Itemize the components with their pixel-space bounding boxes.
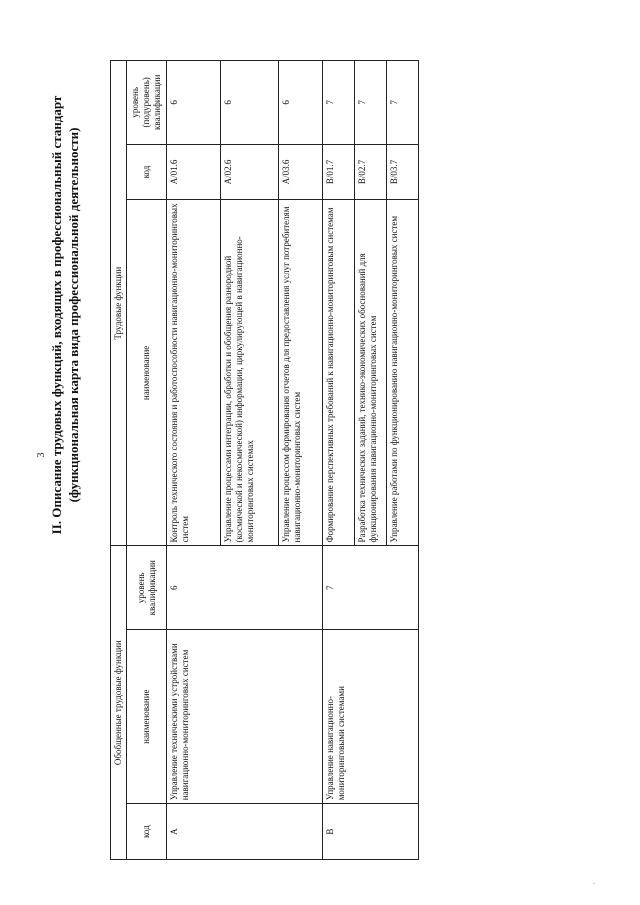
col-header-code: код [127,804,167,860]
function-level-cell: 6 [221,61,279,145]
function-code-cell: A/01.6 [167,144,221,200]
function-code-cell: A/03.6 [279,144,323,200]
col-header-tf-level: уровень (подуровень) квалификации [127,61,167,145]
function-level-cell: 6 [279,61,323,145]
col-header-name: наименование [127,630,167,804]
function-level-cell: 6 [167,61,221,145]
section-title [48,35,82,595]
col-header-tf-name: наименование [127,200,167,546]
function-level-cell: 7 [355,61,387,145]
generalized-functions-header: Обобщенные трудовые функции [111,546,127,860]
function-code-cell: B/01.7 [323,144,355,200]
col-header-level: уровень квалификации [127,546,167,630]
table-row [167,61,221,860]
function-level-cell: 7 [323,61,355,145]
group-code-cell: A [167,804,323,860]
table-row [323,61,355,860]
function-code-cell: B/03.7 [387,144,419,200]
group-code-cell: B [323,804,419,860]
function-name-cell: Управление процессами интеграции, обработки и обобщения разнородной (космической и некосмической) информации, циркулирующей в навигационно-мониторинговых системах [221,200,279,546]
scan-speck: · [590,882,599,885]
function-code-cell: A/02.6 [221,144,279,200]
labor-functions-header: Трудовые функции [111,61,127,546]
group-name-cell: Управление техническими устройствами навигационно-мониторинговых систем [167,630,323,804]
section-title-line-1: II. Описание трудовых функций, входящих в профессиональный стандарт [49,95,64,535]
function-level-cell: 7 [387,61,419,145]
function-name-cell: Управление процессом формирования отчетов для предоставления услуг потребителям навигационно-мониторинговых систем [279,200,323,546]
function-name-cell: Формирование перспективных требований к навигационно-мониторинговым системам [323,200,355,546]
function-name-cell: Разработка технических заданий, технико-экономических обоснований для функционирования навигационно-мониторинговых систем [355,200,387,546]
functional-map-table [110,60,419,860]
function-name-cell: Управление работами по функционированию навигационно-мониторинговых систем [387,200,419,546]
section-title-line-2: (функциональная карта вида профессиональной деятельности) [66,127,81,503]
group-name-cell: Управление навигационно-мониторинговыми системами [323,630,419,804]
col-header-tf-code: код [127,144,167,200]
function-code-cell: B/02.7 [355,144,387,200]
group-level-cell: 6 [167,546,323,630]
group-level-cell: 7 [323,546,419,630]
function-name-cell: Контроль технического состояния и работоспособности навигационно-мониторинговых систем [167,200,221,546]
page-number: 3 [36,452,47,458]
